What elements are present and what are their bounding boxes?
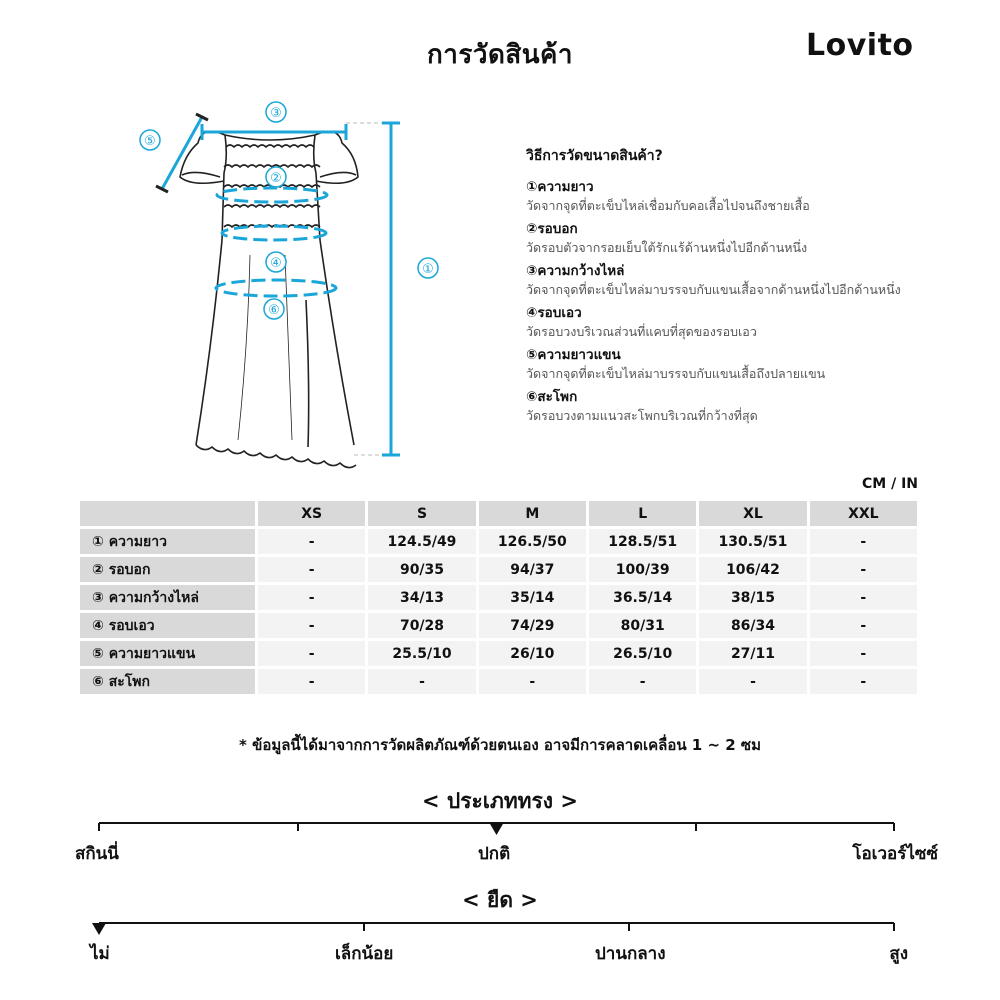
- step-description: วัดจากจุดที่ตะเข็บไหล่มาบรรจบกับแขนเสื้อถึงปลายแขน: [526, 366, 826, 381]
- table-cell: -: [258, 585, 365, 610]
- step-description: วัดจากจุดที่ตะเข็บไหล่มาบรรจบกับแขนเสื้อจากด้านหนึ่งไปอีกด้านหนึ่ง: [526, 282, 901, 297]
- stretch-scale-title: < ยืด >: [462, 888, 538, 912]
- row-label: ⑥ สะโพก: [80, 669, 255, 694]
- table-cell: 94/37: [479, 557, 586, 582]
- step-description: วัดรอบตัวจากรอยเย็บใต้รักแร้ด้านหนึ่งไปอีกด้านหนึ่ง: [526, 240, 808, 255]
- table-cell: -: [810, 585, 917, 610]
- column-header: XXL: [810, 501, 917, 526]
- stretch-label-slight: เล็กน้อย: [335, 944, 394, 964]
- fit-selected-marker: [490, 823, 504, 835]
- fit-scale-title: < ประเภททรง >: [422, 789, 578, 813]
- page-title: การวัดสินค้า: [427, 40, 573, 70]
- stretch-selected-marker: [92, 923, 106, 935]
- step-heading: ④รอบเอว: [526, 305, 582, 321]
- row-label: ⑤ ความยาวแขน: [80, 641, 255, 666]
- table-cell: -: [810, 641, 917, 666]
- table-cell: 38/15: [699, 585, 806, 610]
- column-header: L: [589, 501, 696, 526]
- table-cell: 34/13: [368, 585, 475, 610]
- column-header: XS: [258, 501, 365, 526]
- step-description: วัดจากจุดที่ตะเข็บไหล่เชื่อมกับคอเสื้อไปจนถึงชายเสื้อ: [526, 198, 810, 213]
- stretch-label-none: ไม่: [90, 944, 110, 964]
- column-header: M: [479, 501, 586, 526]
- table-header-row: [80, 501, 917, 526]
- table-cell: -: [810, 557, 917, 582]
- table-cell: -: [258, 613, 365, 638]
- table-cell: 36.5/14: [589, 585, 696, 610]
- table-cell: -: [699, 669, 806, 694]
- table-cell: -: [258, 557, 365, 582]
- table-cell: 25.5/10: [368, 641, 475, 666]
- table-cell: 100/39: [589, 557, 696, 582]
- size-table: [77, 498, 920, 697]
- column-header: XL: [699, 501, 806, 526]
- table-cell: 124.5/49: [368, 529, 475, 554]
- table-cell: -: [810, 669, 917, 694]
- waist-line: [222, 226, 326, 240]
- table-cell: 90/35: [368, 557, 475, 582]
- table-cell: 74/29: [479, 613, 586, 638]
- table-cell: -: [368, 669, 475, 694]
- table-cell: 130.5/51: [699, 529, 806, 554]
- table-row: [80, 613, 917, 638]
- row-label: ④ รอบเอว: [80, 613, 255, 638]
- step-description: วัดรอบวงบริเวณส่วนที่แคบที่สุดของรอบเอว: [526, 324, 757, 339]
- fit-label-regular: ปกติ: [478, 844, 511, 864]
- unit-label: CM / IN: [862, 476, 918, 492]
- fit-label-skinny: สกินนี่: [75, 844, 119, 864]
- step-heading: ①ความยาว: [526, 179, 594, 195]
- table-cell: -: [479, 669, 586, 694]
- bust-line: [217, 188, 327, 202]
- table-cell: 106/42: [699, 557, 806, 582]
- table-cell: 80/31: [589, 613, 696, 638]
- marker-bust: ②: [270, 171, 282, 186]
- column-header: S: [368, 501, 475, 526]
- step-heading: ⑥สะโพก: [526, 389, 578, 405]
- marker-shoulder: ③: [270, 106, 282, 121]
- table-cell: -: [810, 529, 917, 554]
- table-cell: 70/28: [368, 613, 475, 638]
- table-row: [80, 641, 917, 666]
- table-cell: 26.5/10: [589, 641, 696, 666]
- table-cell: 128.5/51: [589, 529, 696, 554]
- table-cell: 126.5/50: [479, 529, 586, 554]
- measurement-note: * ข้อมูลนี้ได้มาจากการวัดผลิตภัณฑ์ด้วยตนเอง อาจมีการคลาดเคลื่อน 1 ~ 2 ซม: [239, 736, 761, 754]
- table-corner: [80, 501, 255, 526]
- row-label: ③ ความกว้างไหล่: [80, 585, 255, 610]
- row-label: ① ความยาว: [80, 529, 255, 554]
- marker-hip: ⑥: [268, 303, 280, 318]
- table-cell: 27/11: [699, 641, 806, 666]
- brand-logo: Lovito: [806, 28, 914, 63]
- table-cell: 26/10: [479, 641, 586, 666]
- dress-diagram: [120, 95, 460, 470]
- table-row: [80, 529, 917, 554]
- table-cell: 35/14: [479, 585, 586, 610]
- step-description: วัดรอบวงตามแนวสะโพกบริเวณที่กว้างที่สุด: [526, 408, 758, 423]
- stretch-scale-bar: [90, 915, 910, 945]
- table-row: [80, 669, 917, 694]
- table-cell: -: [258, 669, 365, 694]
- marker-length: ①: [422, 262, 434, 277]
- row-label: ② รอบอก: [80, 557, 255, 582]
- table-cell: -: [589, 669, 696, 694]
- marker-waist: ④: [270, 256, 282, 271]
- fit-label-oversize: โอเวอร์ไซซ์: [852, 844, 938, 864]
- table-cell: 86/34: [699, 613, 806, 638]
- step-heading: ⑤ความยาวแขน: [526, 347, 621, 363]
- instructions-title: วิธีการวัดขนาดสินค้า?: [526, 148, 663, 164]
- table-cell: -: [258, 529, 365, 554]
- stretch-label-medium: ปานกลาง: [595, 944, 666, 964]
- table-row: [80, 585, 917, 610]
- table-cell: -: [258, 641, 365, 666]
- table-row: [80, 557, 917, 582]
- step-heading: ②รอบอก: [526, 221, 578, 237]
- table-cell: -: [810, 613, 917, 638]
- stretch-label-high: สูง: [889, 944, 908, 964]
- step-heading: ③ความกว้างไหล่: [526, 263, 625, 279]
- hip-line: [216, 280, 336, 296]
- marker-sleeve: ⑤: [144, 134, 156, 149]
